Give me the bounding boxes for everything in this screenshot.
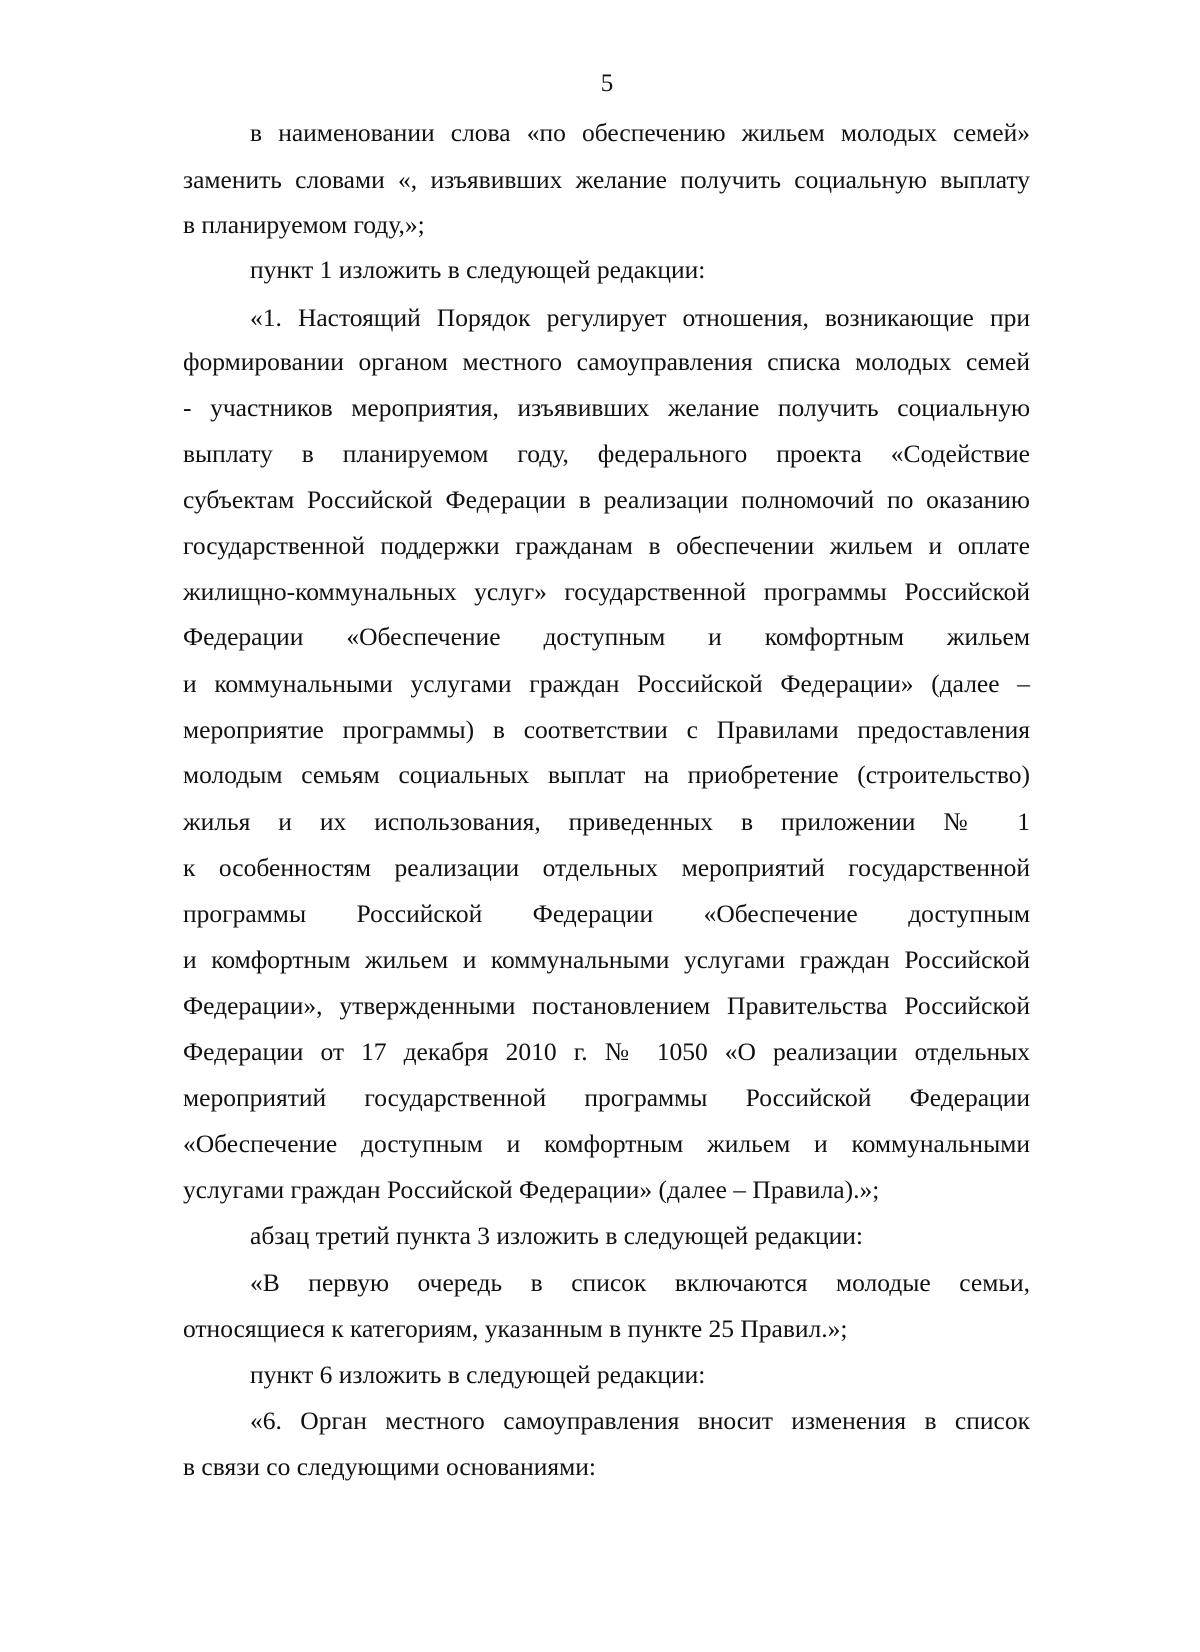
text-line: и коммунальными услугами граждан Российской Федерации» (далее – — [183, 669, 1030, 698]
text-line: Федерации от 17 декабря 2010 г. № 1050 «О реализации отдельных — [183, 1037, 1030, 1066]
text-line: заменить словами «, изъявивших желание получить социальную выплату — [183, 165, 1030, 194]
text-line: жилья и их использования, приведенных в приложении № 1 — [183, 807, 1030, 836]
text-line: в планируемом году,»; — [183, 210, 425, 239]
text-line: жилищно-коммунальных услуг» государственной программы Российской — [183, 577, 1030, 606]
text-line: выплату в планируемом году, федерального проекта «Содействие — [183, 439, 1030, 468]
text-line: пункт 1 изложить в следующей редакции: — [250, 255, 706, 284]
text-line: «1. Настоящий Порядок регулирует отношения, возникающие при — [250, 303, 1030, 332]
text-line: «Обеспечение доступным и комфортным жильем и коммунальными — [183, 1129, 1030, 1158]
text-line: к особенностям реализации отдельных мероприятий государственной — [183, 853, 1030, 882]
text-line: услугами граждан Российской Федерации» (далее – Правила).»; — [183, 1175, 880, 1204]
text-line: - участников мероприятия, изъявивших желание получить социальную — [183, 393, 1030, 422]
text-line: молодым семьям социальных выплат на приобретение (строительство) — [183, 760, 1030, 789]
text-line: государственной поддержки гражданам в обеспечении жильем и оплате — [183, 531, 1030, 560]
text-line: Федерации «Обеспечение доступным и комфортным жильем — [183, 622, 1030, 651]
text-line: и комфортным жильем и коммунальными услугами граждан Российской — [183, 945, 1030, 974]
text-line: формировании органом местного самоуправления списка молодых семей — [183, 347, 1030, 376]
text-line: в наименовании слова «по обеспечению жильем молодых семей» — [250, 118, 1030, 147]
text-line: субъектам Российской Федерации в реализации полномочий по оказанию — [183, 485, 1030, 514]
text-line: мероприятий государственной программы Российской Федерации — [183, 1083, 1030, 1112]
text-line: в связи со следующими основаниями: — [183, 1452, 596, 1481]
text-line: «В первую очередь в список включаются молодые семьи, — [250, 1268, 1030, 1297]
page-number: 5 — [600, 70, 614, 97]
text-line: мероприятие программы) в соответствии с Правилами предоставления — [183, 715, 1030, 744]
text-line: Федерации», утвержденными постановлением Правительства Российской — [183, 991, 1030, 1020]
text-line: «6. Орган местного самоуправления вносит изменения в список — [250, 1406, 1030, 1435]
text-line: пункт 6 изложить в следующей редакции: — [250, 1360, 706, 1389]
text-line: относящиеся к категориям, указанным в пункте 25 Правил.»; — [183, 1314, 848, 1343]
text-line: абзац третий пункта 3 изложить в следующей редакции: — [250, 1221, 864, 1250]
text-line: программы Российской Федерации «Обеспечение доступным — [183, 899, 1030, 928]
